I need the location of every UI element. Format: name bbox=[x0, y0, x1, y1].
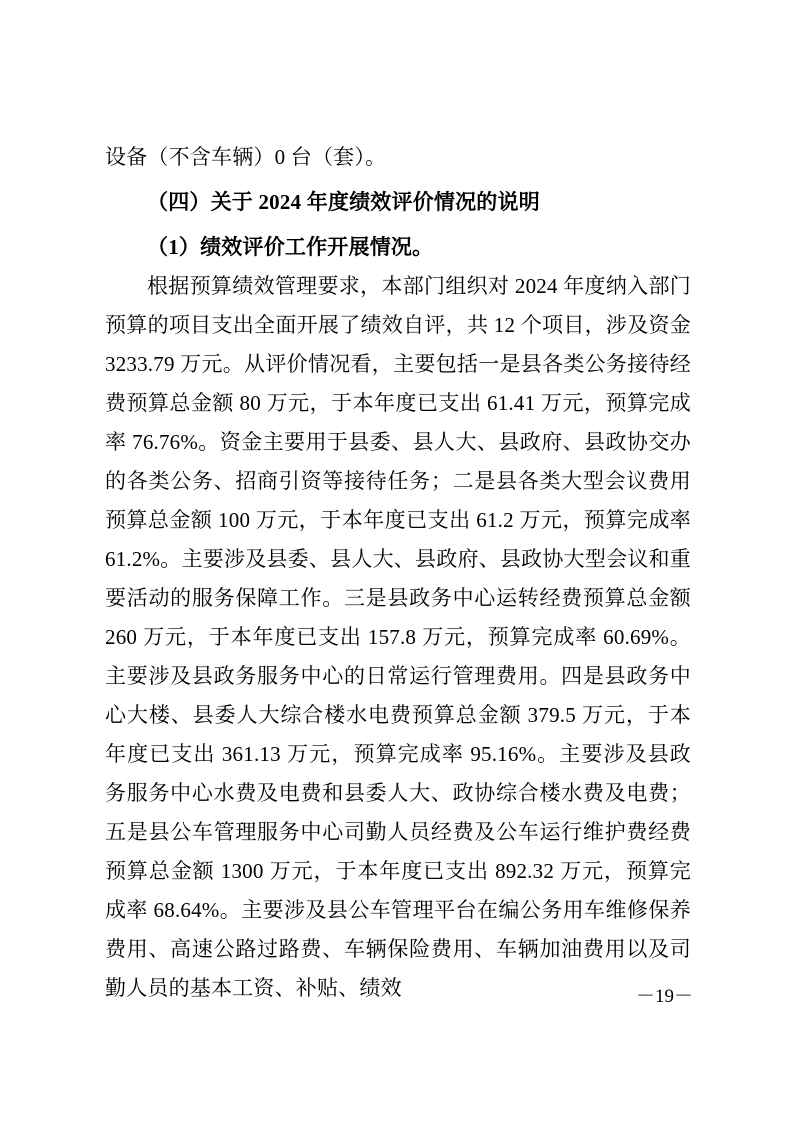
page-number: －19－ bbox=[635, 986, 693, 1007]
section-heading: （四）关于 2024 年度绩效评价情况的说明 bbox=[147, 190, 540, 214]
paragraph-continuation: 设备（不含车辆）0 台（套）。 bbox=[105, 145, 387, 169]
subsection-heading: （1）绩效评价工作开展情况。 bbox=[147, 235, 434, 259]
body-paragraph: 根据预算绩效管理要求，本部门组织对 2024 年度纳入部门预算的项目支出全面开展了绩效自评，共 12 个项目，涉及资金 3233.79 万元。从评价情况看，主要包括一是县各类公务接待经费预算总金额 80 万元，于本年度已支出 61.41 万元，预算完成率 76.76%。资金主要用于县委、县人大、县政府、县政协交办的各类公务、招商引资等接待任务；二是县各类大型会议费用预算总金额 100 万元，于本年度已支出 61.2 万元，预算完成率 61.2%。主要涉及县委、县人大、县政府、县政协大型会议和重要活动的服务保障工作。三是县政务中心运转经费预算总金额 260 万元，于本年度已支出 157.8 万元，预算完成率 60.69%。主要涉及县政务服务中心的日常运行管理费用。四是县政务中心大楼、县委人大综合楼水电费预算总金额 379.5 万元，于本年度已支出 361.13 万元，预算完成率 95.16%。主要涉及县政务服务中心水费及电费和县委人大、政协综合楼水费及电费；五是县公车管理服务中心司勤人员经费及公车运行维护费经费预算总金额 1300 万元，于本年度已支出 892.32 万元，预算完成率 68.64%。主要涉及县公车管理平台在编公务用车维修保养费用、高速公路过路费、车辆保险费用、车辆加油费用以及司勤人员的基本工资、补贴、绩效 bbox=[105, 274, 691, 1000]
document-content bbox=[105, 138, 691, 1008]
